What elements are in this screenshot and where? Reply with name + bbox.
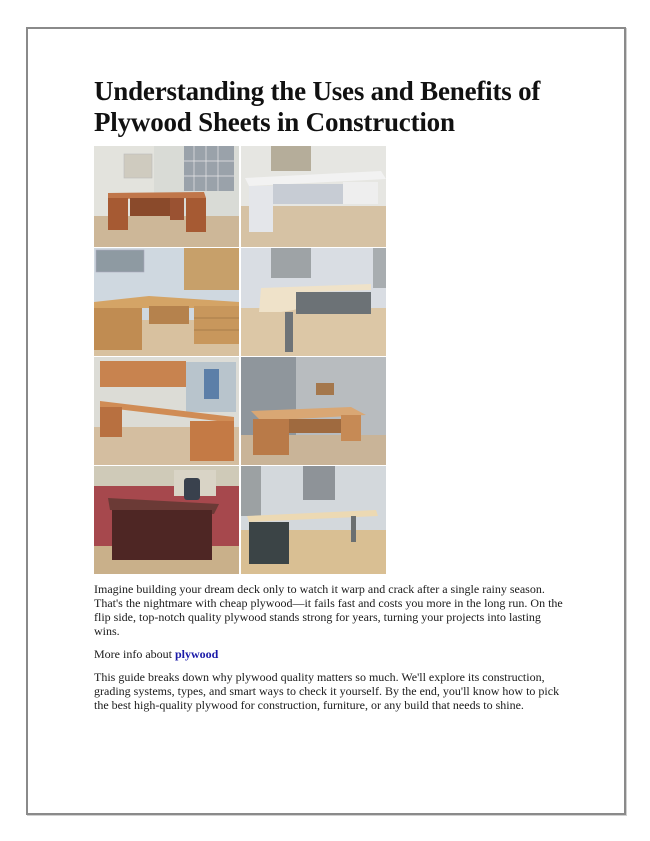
peninsula-desk-photo: [241, 248, 386, 356]
mahogany-executive-desk-photo: [94, 466, 239, 574]
white-l-shaped-desk-photo: [241, 146, 386, 247]
guide-paragraph: This guide breaks down why plywood quality matters so much. We'll explore its construction, grading systems, types, and smart ways to check it yourself. By the end, you'll know how to pick the best high-quality plywood for construction, furniture, or any build that needs to shine.: [94, 670, 560, 712]
maple-desk-with-drawers-photo: [94, 248, 239, 356]
more-info-prefix: More info about: [94, 647, 175, 661]
article: [94, 76, 564, 712]
more-info-line: [94, 647, 564, 661]
photo-collage: [94, 146, 386, 573]
maple-l-desk-dark-base-photo: [241, 466, 386, 574]
title-line-1: Understanding the Uses and Benefits of: [94, 76, 541, 106]
l-shaped-cherry-desk-photo: [94, 146, 239, 247]
page-title: [94, 76, 564, 138]
plywood-link[interactable]: plywood: [174, 647, 219, 661]
cherry-l-desk-gray-wall-photo: [241, 357, 386, 465]
title-line-2: Plywood Sheets in Construction: [94, 107, 455, 137]
intro-paragraph: Imagine building your dream deck only to watch it warp and crack after a single rainy season. That's the nightmare with cheap plywood—it fails fast and costs you more in the long run. On the flip side, top-notch quality plywood stands strong for years, turning your projects into lasting wins.: [94, 582, 563, 638]
cherry-desk-with-hutch-photo: [94, 357, 239, 465]
